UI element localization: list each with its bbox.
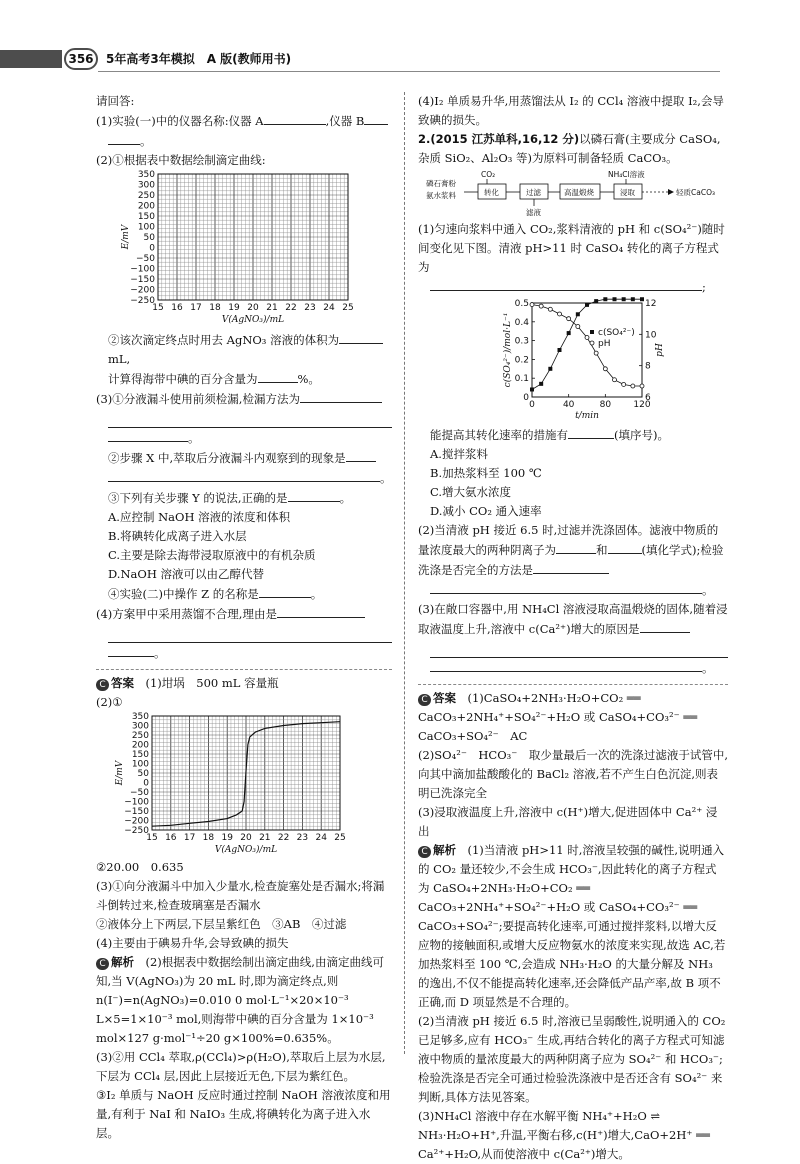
- y-tick-label: 200: [131, 740, 149, 751]
- q3-3-end: 。: [339, 491, 352, 505]
- q3-2: [96, 448, 392, 468]
- analysis-3: ③I₂ 单质与 NaOH 反应时通过控制 NaOH 溶液浓度和用量,有利于 NaI 和 NaIO₃ 生成,将碘转化为离子进入水层。: [96, 1088, 391, 1140]
- ph-point: [548, 307, 552, 311]
- q1-text-a: (1)实验(一)中的仪器名称:仪器 A: [96, 114, 264, 128]
- answer-2b: ②20.00 0.635: [96, 860, 184, 874]
- q3-3: [96, 488, 392, 508]
- part-2-end-line: [418, 580, 728, 600]
- y2-tick-label: 10: [645, 330, 657, 341]
- answer-1: [418, 689, 728, 746]
- header-band: [0, 50, 62, 68]
- answer-blank: [277, 604, 365, 618]
- option-c: C.主要是除去海带浸取原液中的有机杂质: [108, 548, 316, 562]
- sulfate-point: [640, 297, 644, 301]
- analysis-1: [96, 953, 392, 1048]
- answer-icon: C: [96, 679, 109, 691]
- y-tick-label: 350: [131, 712, 149, 722]
- x-tick-label: 18: [202, 833, 215, 843]
- answer-separator: [418, 684, 728, 685]
- flow-step-filter: 过滤: [526, 188, 541, 197]
- y-tick-label: 0.5: [514, 299, 529, 309]
- legend-marker-ph: [590, 341, 594, 345]
- sulfate-point: [613, 297, 617, 301]
- flow-filtrate: 滤液: [526, 208, 541, 217]
- x-tick-label: 22: [277, 833, 290, 843]
- y-tick-label: 50: [137, 769, 149, 779]
- y2-tick-label: 12: [645, 299, 657, 309]
- part-3-end: 。: [702, 661, 714, 675]
- series-line: [532, 299, 642, 389]
- y-tick-label: 250: [137, 191, 155, 201]
- y-axis-label: E/mV: [115, 760, 125, 786]
- option-a: A.搅拌浆料: [430, 447, 488, 461]
- part-1-answer-line: [418, 277, 728, 297]
- prev-answer-cont: (4)I₂ 单质易升华,用蒸馏法从 I₂ 的 CCl₄ 溶液中提取 I₂,会导致碘的损失。: [418, 94, 724, 127]
- x-axis-label: V(AgNO₃)/mL: [214, 845, 278, 855]
- y-tick-label: 300: [131, 721, 149, 732]
- x-tick-label: 21: [259, 833, 271, 843]
- option-b: B.将碘转化成离子进入水层: [108, 529, 247, 543]
- ph-point: [622, 382, 626, 386]
- answer-blank: [259, 584, 311, 598]
- y-tick-label: 0: [143, 778, 149, 789]
- answer-line: [108, 409, 392, 428]
- ph-point: [640, 384, 644, 388]
- q4-end-line: [96, 643, 392, 663]
- flow-step-calcine: 高温煅烧: [564, 188, 594, 197]
- answer-blank: [108, 468, 380, 482]
- option-d: D.减小 CO₂ 通入速率: [430, 504, 542, 518]
- q1-line-end: [96, 131, 392, 151]
- page-header: [0, 44, 800, 74]
- ph-point: [539, 304, 543, 308]
- option-a: A.应控制 NaOH 溶液的浓度和体积: [108, 510, 291, 524]
- y-tick-label: 0.1: [514, 374, 529, 385]
- x-tick-label: 0: [529, 400, 535, 410]
- answer-2: (2)①: [96, 695, 123, 709]
- answer-blank: [608, 540, 642, 554]
- part-3-text: (3)在敞口容器中,用 NH₄Cl 溶液浸取高温煅烧的固体,随着浸取液温度上升,溶液中 c(Ca²⁺)增大的原因是: [418, 602, 728, 636]
- q3-4: [96, 584, 392, 604]
- sulfate-point: [631, 297, 635, 301]
- option-c: C.增大氨水浓度: [430, 485, 512, 499]
- answer-blank: [300, 389, 382, 403]
- y-tick-label: 100: [131, 759, 149, 770]
- q2-2c-text: 计算得海带中碘的百分含量为: [108, 372, 258, 386]
- answer-blank: [108, 428, 188, 442]
- answer-3b: ②液体分上下两层,下层呈紫红色 ③AB ④过滤: [96, 917, 347, 931]
- ph-point: [594, 351, 598, 355]
- analysis-label: 解析: [111, 955, 134, 969]
- y-tick-label: 0.2: [514, 355, 529, 366]
- sulfate-point: [548, 367, 552, 371]
- answer-blank: [640, 619, 690, 633]
- x-tick-label: 17: [183, 833, 196, 843]
- y2-tick-label: 8: [645, 361, 651, 372]
- part-2: [418, 521, 728, 580]
- x-tick-label: 20: [240, 833, 252, 843]
- sulfate-point: [576, 312, 580, 316]
- plot-frame: [532, 303, 642, 397]
- sulfate-point: [530, 387, 534, 391]
- y-tick-label: 150: [131, 750, 149, 760]
- y-tick-label: −200: [130, 285, 155, 296]
- q1-line: [96, 111, 392, 131]
- question-source: (2015 江苏单科,16,12 分): [430, 132, 580, 146]
- x-tick-label: 40: [562, 400, 575, 410]
- ph-point: [558, 312, 562, 316]
- y-tick-label: 100: [137, 222, 155, 233]
- part-3: [418, 600, 728, 639]
- legend-label-ph: pH: [598, 339, 611, 349]
- analysis-1: [418, 841, 728, 1012]
- q2-2-line2: [96, 369, 392, 389]
- y-tick-label: 150: [137, 212, 155, 222]
- sulfate-point: [558, 348, 562, 352]
- y2-axis-label: pH: [655, 343, 665, 357]
- flow-arrowhead: [668, 189, 674, 195]
- q2-2-text: ②该次滴定终点时用去 AgNO₃ 溶液的体积为: [108, 333, 340, 347]
- flow-end: 轻质CaCO₃: [676, 188, 715, 197]
- right-column: [418, 92, 728, 1164]
- y-axis-label: E/mV: [121, 224, 131, 250]
- answer-3a: (3)①向分液漏斗中加入少量水,检查旋塞处是否漏水;将漏斗倒转过来,检查玻璃塞是否漏水: [96, 879, 385, 912]
- x-tick-label: 16: [165, 833, 177, 843]
- answer-blank: [288, 488, 340, 502]
- flow-start-label-2: 氨水浆料: [426, 191, 456, 200]
- part-2-text-b: (填化学式);检验洗涤是否完全的方法是: [418, 543, 724, 577]
- y-tick-label: −100: [130, 264, 155, 275]
- x-tick-label: 19: [228, 303, 240, 313]
- series-line: [532, 305, 642, 386]
- y-tick-label: 0: [523, 393, 529, 403]
- sulfate-point: [539, 382, 543, 386]
- q3-2-end: 。: [380, 471, 392, 485]
- option-b: B.加热浆料至 100 ℃: [430, 466, 542, 480]
- titration-curve-chart: [96, 712, 392, 858]
- header-rule: [98, 71, 720, 72]
- ph-point: [603, 367, 607, 371]
- y-tick-label: −250: [124, 826, 149, 836]
- x-tick-label: 25: [342, 303, 354, 313]
- titration-grid-blank: [96, 170, 392, 330]
- q3-2-text: ②步骤 X 中,萃取后分液漏斗内观察到的现象是: [108, 451, 346, 465]
- q3-2-end-line: [96, 468, 392, 488]
- q2-1: (2)①根据表中数据绘制滴定曲线:: [96, 153, 266, 167]
- y-tick-label: 300: [137, 180, 155, 191]
- q1-text-b: ,仪器 B: [325, 114, 365, 128]
- y-tick-label: 0.3: [514, 336, 529, 347]
- process-flowchart: [418, 168, 728, 220]
- q2-2d-text: %。: [297, 372, 320, 386]
- ph-point: [585, 335, 589, 339]
- sulfate-point: [585, 303, 589, 307]
- ph-sulfate-time-chart: [418, 297, 728, 425]
- x-tick-label: 22: [285, 303, 297, 313]
- ph-point: [530, 303, 534, 307]
- answer-blank: [430, 580, 702, 594]
- question-number: 2.: [418, 132, 431, 146]
- analysis-3: (3)NH₄Cl 溶液中存在水解平衡 NH₄⁺+H₂O ⇌ NH₃·H₂O+H⁺,升温,平衡右移,c(H⁺)增大,CaO+2H⁺ ══ Ca²⁺+H₂O,从而使溶液中 c(Ca²⁺)增大。: [418, 1109, 710, 1161]
- answer-blank: [264, 111, 326, 125]
- answer-blank: [258, 369, 298, 383]
- answer-3: (3)浸取液温度上升,溶液中 c(H⁺)增大,促进固体中 Ca²⁺ 浸出: [418, 805, 718, 838]
- option-d: D.NaOH 溶液可以由乙醇代替: [108, 567, 264, 581]
- sulfate-point: [622, 297, 626, 301]
- answer-blank: [556, 540, 596, 554]
- analysis-1-text: (2)根据表中数据绘制出滴定曲线,由滴定曲线可知,当 V(AgNO₃)为 20 mL 时,即为滴定终点,则 n(I⁻)=n(AgNO₃)=0.010 0 mol·L⁻¹×20×10⁻³ L×5=1×10⁻³ mol,则海带中碘的百分含量为 1×10⁻³ mol×127 g·mol⁻¹÷20 g×100%=0.635%。: [96, 955, 384, 1045]
- q4-end: 。: [154, 646, 166, 660]
- part-1b-text: 能提高其转化速率的措施有: [430, 428, 568, 442]
- q2-2-line: [96, 330, 392, 369]
- part-1b-end: (填序号)。: [614, 428, 669, 442]
- q3-1-end: 。: [188, 431, 200, 445]
- q2-2-unit: mL,: [108, 352, 131, 366]
- answer-blank: [533, 560, 609, 574]
- y-tick-label: −200: [124, 816, 149, 827]
- x-tick-label: 15: [152, 303, 164, 313]
- legend-marker-sulfate: [590, 330, 594, 334]
- y-tick-label: 200: [137, 201, 155, 212]
- page-number: 356: [64, 48, 98, 70]
- x-tick-label: 17: [190, 303, 202, 313]
- x-tick-label: 21: [266, 303, 278, 313]
- part-2-and: 和: [596, 543, 608, 557]
- answer-blank: [430, 277, 702, 291]
- answer-1-text: (1)坩埚 500 mL 容量瓶: [145, 676, 279, 690]
- x-tick-label: 24: [315, 833, 327, 843]
- part-2-end: 。: [702, 583, 714, 597]
- answer-label: 答案: [433, 691, 456, 705]
- y-tick-label: 250: [131, 731, 149, 741]
- q3-3-text: ③下列有关步骤 Y 的说法,正确的是: [108, 491, 288, 505]
- answer-1: [96, 674, 392, 693]
- analysis-label: 解析: [433, 843, 456, 857]
- sulfate-point: [567, 331, 571, 335]
- flow-co2: CO₂: [481, 170, 496, 179]
- q4-text: (4)方案甲中采用蒸馏不合理,理由是: [96, 607, 277, 621]
- question-2-stem: [418, 130, 728, 168]
- answer-1-text: (1)CaSO₄+2NH₃·H₂O+CO₂ ══ CaCO₃+2NH₄⁺+SO₄²⁻+H₂O 或 CaSO₄+CO₃²⁻ ══ CaCO₃+SO₄²⁻ AC: [418, 691, 698, 743]
- q3-4-text: ④实验(二)中操作 Z 的名称是: [108, 587, 259, 601]
- x-tick-label: 16: [171, 303, 183, 313]
- x-tick-label: 24: [323, 303, 335, 313]
- q4: [96, 604, 392, 624]
- x-axis-label: V(AgNO₃)/mL: [221, 315, 285, 325]
- x-tick-label: 23: [296, 833, 309, 843]
- answer-blank: [108, 131, 140, 145]
- x-tick-label: 18: [209, 303, 221, 313]
- part-1: (1)匀速向浆料中通入 CO₂,浆料清液的 pH 和 c(SO₄²⁻)随时间变化见下图。清液 pH>11 时 CaSO₄ 转化的离子方程式为: [418, 222, 725, 274]
- y-tick-label: 0.4: [514, 317, 529, 328]
- x-tick-label: 20: [247, 303, 259, 313]
- analysis-1-text: (1)当清液 pH>11 时,溶液呈较强的碱性,说明通入的 CO₂ 量还较少,不会生成 HCO₃⁻,因此转化的离子方程式为 CaSO₄+2NH₃·H₂O+CO₂ ══ CaCO₃+2NH₄⁺+SO₄²⁻+H₂O 或 CaSO₄+CO₃²⁻ ══ CaCO₃+SO₄²⁻;要提高转化速率,可通过搅拌浆料,以增大反应物的接触面积,或增大反应物氨水的浓度来实现,故选 AC,若加热浆料至 100 ℃,会造成 NH₃·H₂O 的大量分解及 NH₃ 的逸出,不仅不能提高转化速率,还会降低产品产率,故 B 项不正确,而 D 项显然是不合理的。: [418, 843, 726, 1009]
- column-divider: [404, 92, 405, 1054]
- y-tick-label: −50: [136, 254, 155, 264]
- ph-point: [631, 384, 635, 388]
- analysis-icon: C: [96, 958, 109, 970]
- flow-step-leach: 浸取: [620, 188, 635, 197]
- sulfate-point: [603, 297, 607, 301]
- x-axis-label: t/min: [575, 411, 599, 421]
- y-tick-label: 350: [137, 170, 155, 180]
- y-tick-label: 50: [143, 233, 155, 243]
- q3-4-end: 。: [310, 587, 323, 601]
- answer-label: 答案: [111, 676, 134, 690]
- x-tick-label: 19: [221, 833, 233, 843]
- y-tick-label: −150: [124, 807, 149, 817]
- answer-blank: [108, 643, 154, 657]
- q3-1: [96, 389, 392, 409]
- answer-blank: [346, 448, 376, 462]
- q3-1-text: (3)①分液漏斗使用前须检漏,检漏方法为: [96, 392, 300, 406]
- x-tick-label: 80: [599, 400, 612, 410]
- question-stem: 以磷石膏(主要成分 CaSO₄,杂质 SiO₂、Al₂O₃ 等)为原料可制备轻质 CaCO₃。: [418, 132, 721, 165]
- ph-point: [613, 378, 617, 382]
- flow-step-convert: 转化: [484, 188, 499, 197]
- analysis-2: (2)当清液 pH 接近 6.5 时,溶液已呈弱酸性,说明通入的 CO₂ 已足够多,应有 HCO₃⁻ 生成,再结合转化的离子方程式可知滤液中物质的量浓度最大的两种阴离子应为 SO₄²⁻ 和 HCO₃⁻;检验洗涤是否完全可通过检验洗涤液中是否还含有 SO₄²⁻ 来判断,具体方法见答案。: [418, 1014, 726, 1104]
- part-1-end: ;: [702, 280, 706, 294]
- part-3-end-line: [418, 658, 728, 678]
- x-tick-label: 15: [146, 833, 158, 843]
- answer-separator: [96, 669, 392, 670]
- q3-1-end-line: [96, 428, 392, 448]
- sulfate-point: [594, 299, 598, 303]
- answer-4: (4)主要由于碘易升华,会导致碘的损失: [96, 936, 289, 950]
- x-tick-label: 25: [334, 833, 346, 843]
- answer-blank: [568, 425, 614, 439]
- y-tick-label: −250: [130, 296, 155, 306]
- answer-blank: [430, 658, 702, 672]
- x-tick-label: 120: [633, 400, 651, 410]
- legend-label-sulfate: c(SO₄²⁻): [598, 328, 635, 338]
- x-tick-label: 23: [304, 303, 316, 313]
- part-1b: [418, 425, 728, 445]
- question-intro: 请回答:: [96, 94, 135, 108]
- ph-point: [567, 317, 571, 321]
- y2-tick-label: 6: [645, 393, 651, 403]
- analysis-icon: C: [418, 846, 431, 858]
- analysis-2: (3)②用 CCl₄ 萃取,ρ(CCl₄)>ρ(H₂O),萃取后上层为水层,下层为 CCl₄ 层,因此上层接近无色,下层为紫红色。: [96, 1050, 386, 1083]
- answer-2: (2)SO₄²⁻ HCO₃⁻ 取少量最后一次的洗涤过滤液于试管中,向其中滴加盐酸酸化的 BaCl₂ 溶液,若不产生白色沉淀,则表明已洗涤完全: [418, 748, 728, 800]
- left-column: [96, 92, 392, 1143]
- q1-end: 。: [140, 134, 152, 148]
- y-tick-label: −150: [130, 275, 155, 285]
- book-title: 5年高考3年模拟 A 版(教师用书): [106, 52, 292, 66]
- y-axis-label: c(SO₄²⁻)/mol·L⁻¹: [503, 312, 513, 388]
- flow-nh4cl: NH₄Cl溶液: [608, 170, 645, 179]
- y-tick-label: −100: [124, 797, 149, 808]
- answer-icon: C: [418, 694, 431, 706]
- y-tick-label: −50: [130, 788, 149, 798]
- flow-start-label: 磷石膏粉: [426, 179, 456, 188]
- part-2-text: (2)当清液 pH 接近 6.5 时,过滤并洗涤固体。滤液中物质的量浓度最大的两种阴离子为: [418, 523, 719, 557]
- answer-blank: [364, 111, 388, 125]
- answer-blank: [339, 330, 383, 344]
- answer-line: [430, 639, 728, 658]
- ph-point: [576, 325, 580, 329]
- answer-line: [108, 624, 392, 643]
- y-tick-label: 0: [149, 243, 155, 254]
